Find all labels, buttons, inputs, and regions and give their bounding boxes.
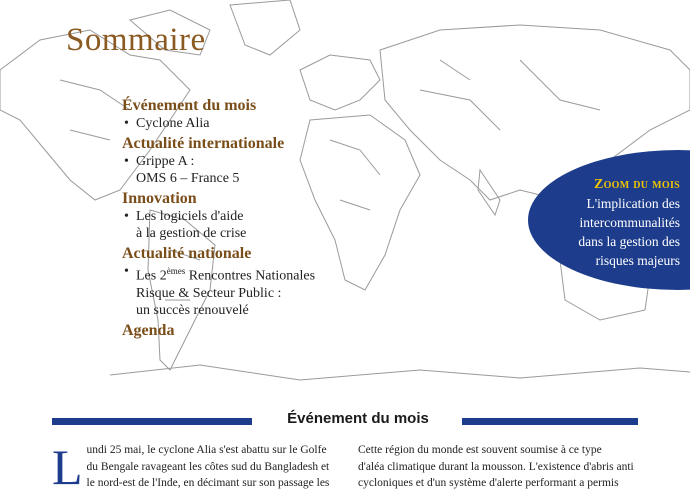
toc-item[interactable] [122, 263, 422, 319]
zoom-line: risques majeurs [595, 253, 680, 268]
toc-section-event[interactable]: Événement du mois [122, 97, 257, 114]
article-line: le nord-est de l'Inde, en décimant sur son passage les [86, 477, 330, 489]
zoom-line: intercommunalités [579, 215, 680, 230]
article-section-title: Événement du mois [287, 410, 429, 427]
article-line: d'aléa climatique durant la mousson. L'existence d'abris anti [358, 460, 634, 473]
toc-item-text: Risque & Secteur Public : [136, 285, 282, 301]
toc-item-text: Les logiciels d'aide [136, 209, 244, 224]
toc-item-text: Cyclone Alia [136, 116, 210, 131]
zoom-heading: Zoom du mois [593, 177, 680, 192]
bullet-icon: • [124, 209, 129, 224]
article-column-2 [358, 442, 640, 492]
zoom-box[interactable] [500, 175, 680, 270]
drop-cap: L [52, 439, 83, 495]
toc-item-text: à la gestion de crise [136, 226, 247, 241]
section-header-band [0, 410, 690, 434]
zoom-line: L'implication des [586, 196, 680, 211]
zoom-line: dans la gestion des [578, 234, 680, 249]
toc-item-text: un succès renouvelé [136, 302, 249, 318]
toc-item-text: Grippe A : [136, 154, 195, 169]
article-line: undi 25 mai, le cyclone Alia s'est abattu sur le Golfe [86, 444, 327, 456]
summary-title: Sommaire [66, 22, 206, 58]
article-line: Cette région du monde est souvent soumise à ce type [358, 444, 602, 456]
toc-item[interactable] [122, 115, 422, 132]
toc-section-agenda[interactable]: Agenda [122, 321, 175, 339]
toc-item[interactable] [122, 208, 422, 242]
header-rule-left [52, 418, 252, 425]
article-line: cycloniques et d'un système d'alerte performant a permis [358, 477, 619, 489]
article-column-1 [52, 439, 348, 495]
bullet-icon: • [124, 154, 129, 169]
toc-item-text: OMS 6 – France 5 [136, 171, 240, 186]
toc-section-international[interactable]: Actualité internationale [122, 135, 285, 152]
toc-section-national[interactable]: Actualité nationale [122, 245, 252, 262]
bullet-icon: • [124, 116, 129, 131]
header-rule-right [462, 418, 638, 425]
bullet-icon: • [124, 264, 129, 279]
toc-item[interactable] [122, 153, 422, 187]
table-of-contents [122, 94, 422, 340]
article-line: du Bengale ravageant les côtes sud du Bangladesh et [86, 460, 330, 473]
toc-section-innovation[interactable]: Innovation [122, 190, 197, 207]
toc-item-text: Les 2èmes Rencontres Nationales [136, 266, 316, 284]
